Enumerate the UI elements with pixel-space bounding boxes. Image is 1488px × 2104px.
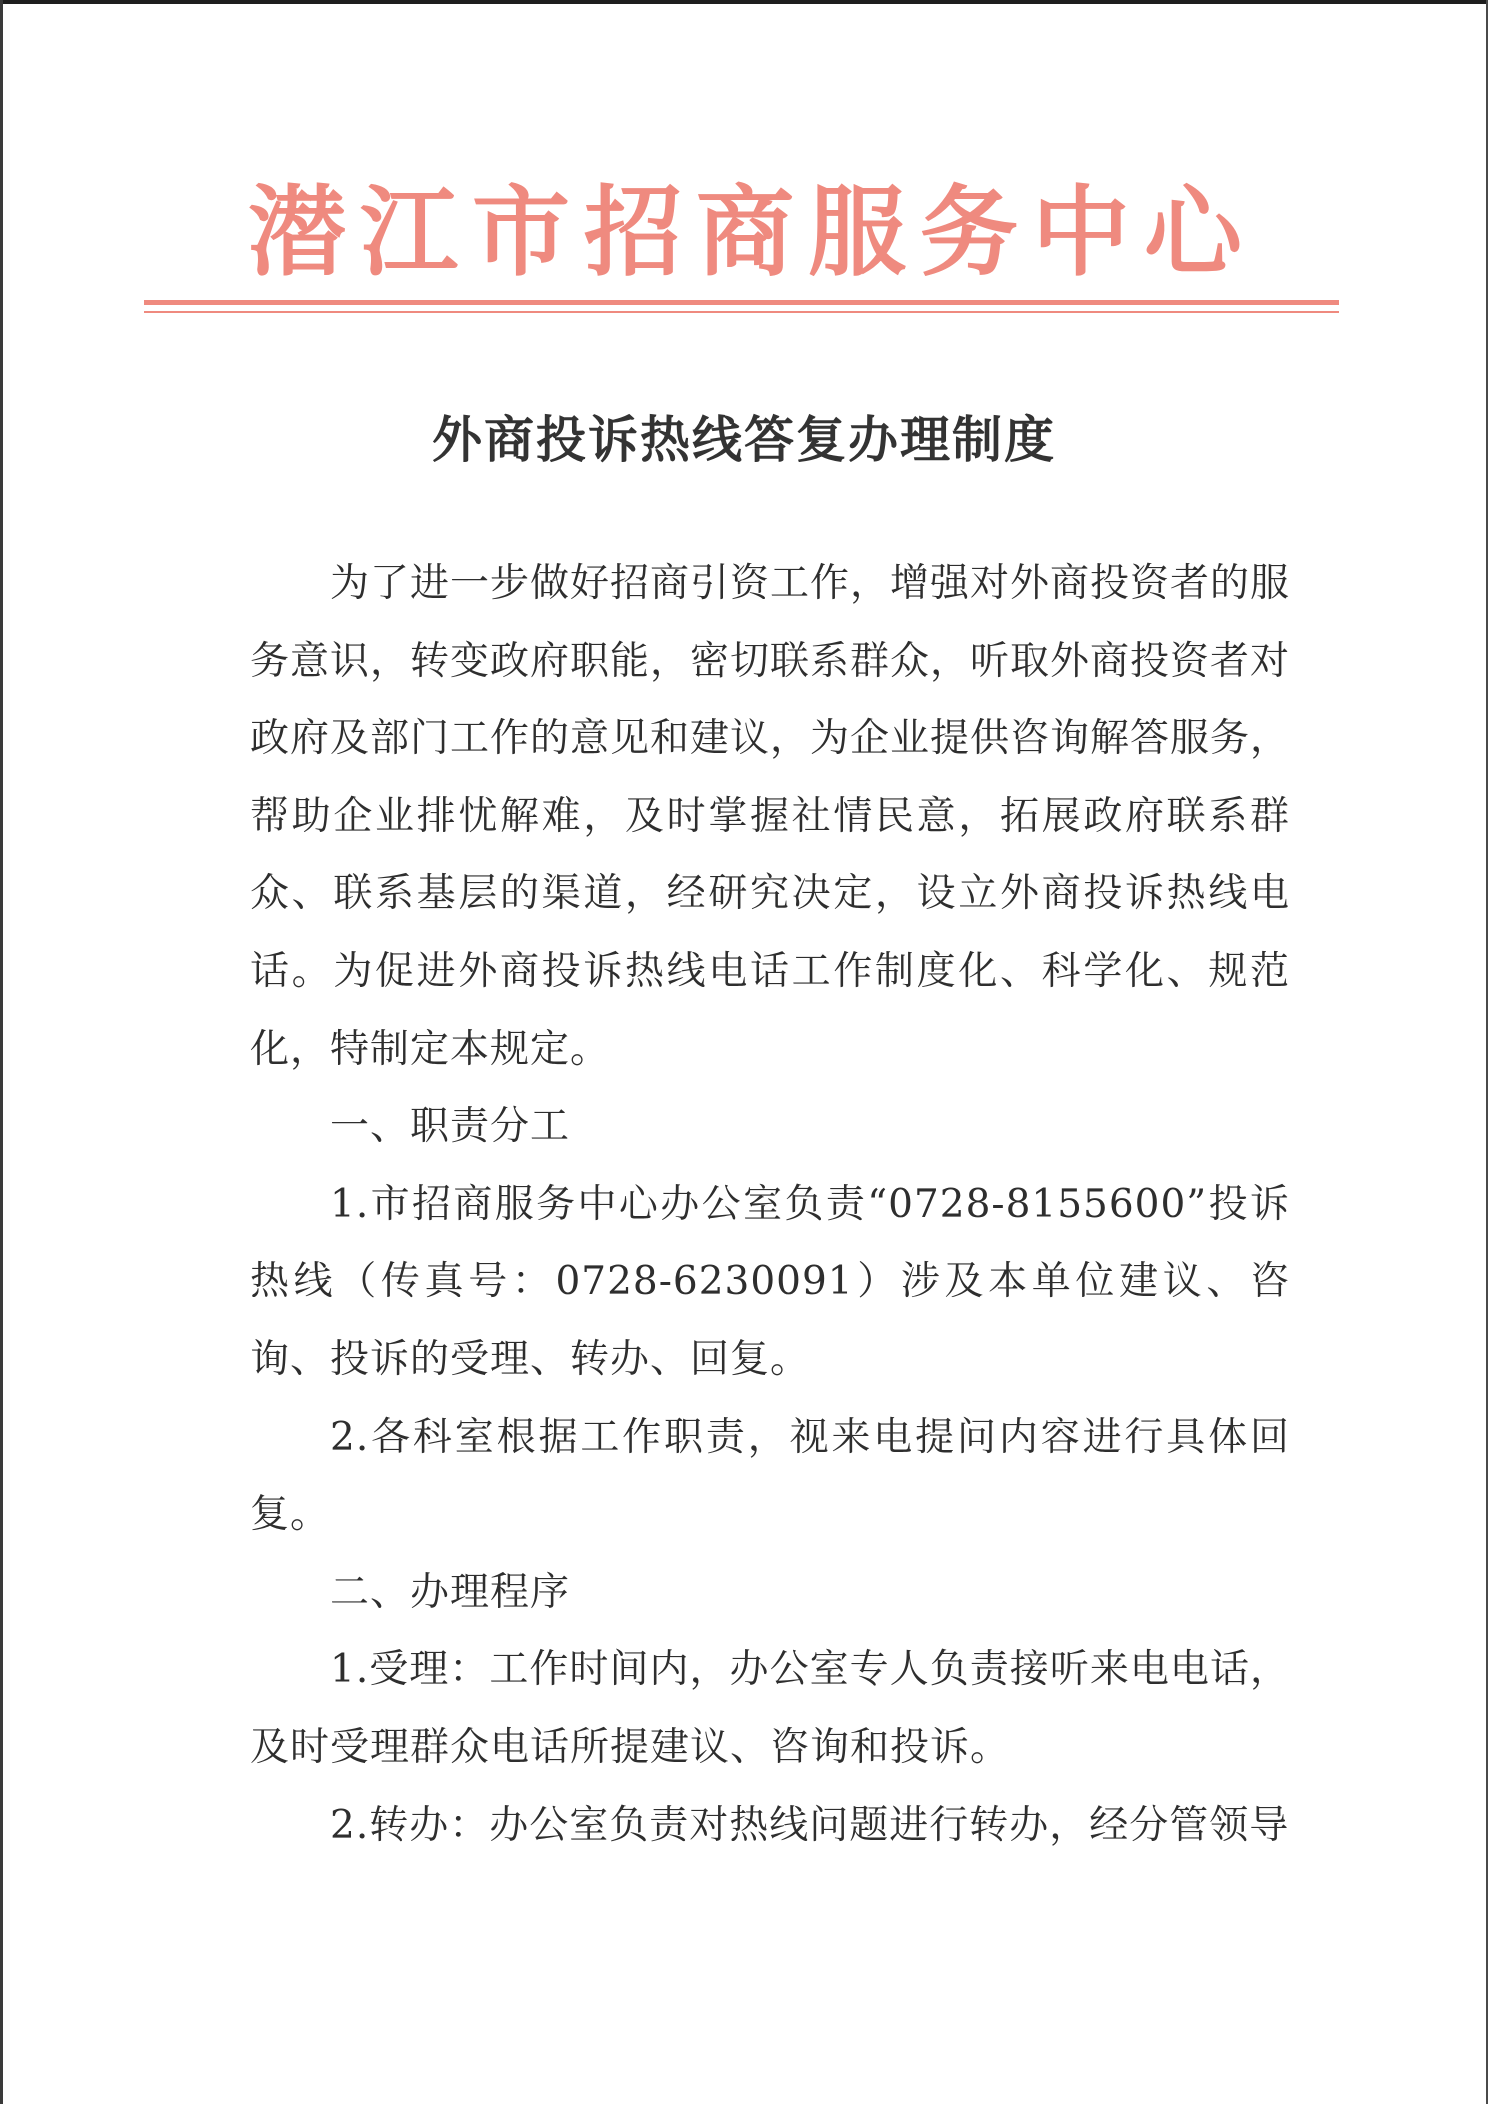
responsibility-item-2: 2.各科室根据工作职责，视来电提问内容进行具体回复。 (250, 1414, 1290, 1538)
scan-border-top (0, 0, 1488, 4)
procedure-item-2: 2.转办：办公室负责对热线问题进行转办，经分管领导 (330, 1802, 1290, 1848)
document-title: 外商投诉热线答复办理制度 (432, 410, 1056, 469)
section-heading-responsibilities: 一、职责分工 (330, 1104, 571, 1150)
letterhead-rule-thick (144, 300, 1339, 305)
intro-paragraph: 为了进一步做好招商引资工作，增强对外商投资者的服务意识，转变政府职能，密切联系群众，听取外商投资者对政府及部门工作的意见和建议，为企业提供咨询解答服务，帮助企业排忧解难，及时掌握社情民意，拓展政府联系群众、联系基层的渠道，经研究决定，设立外商投诉热线电话。为促进外商投诉热线电话工作制度化、科学化、规范化，特制定本规定。 (250, 561, 1291, 1072)
letterhead-org-name: 潜江市招商服务中心 (248, 175, 1257, 290)
responsibility-item-1: 1.市招商服务中心办公室负责“0728-8155600”投诉热线（传真号：0728-6230091）涉及本单位建议、咨询、投诉的受理、转办、回复。 (250, 1181, 1290, 1382)
letterhead-rule-thin (144, 311, 1339, 313)
scan-border-left (0, 0, 3, 2104)
procedure-item-1: 1.受理：工作时间内，办公室专人负责接听来电电话，及时受理群众电话所提建议、咨询和投诉。 (250, 1647, 1290, 1770)
document-body (250, 545, 1290, 1864)
section-heading-procedure: 二、办理程序 (330, 1569, 571, 1615)
